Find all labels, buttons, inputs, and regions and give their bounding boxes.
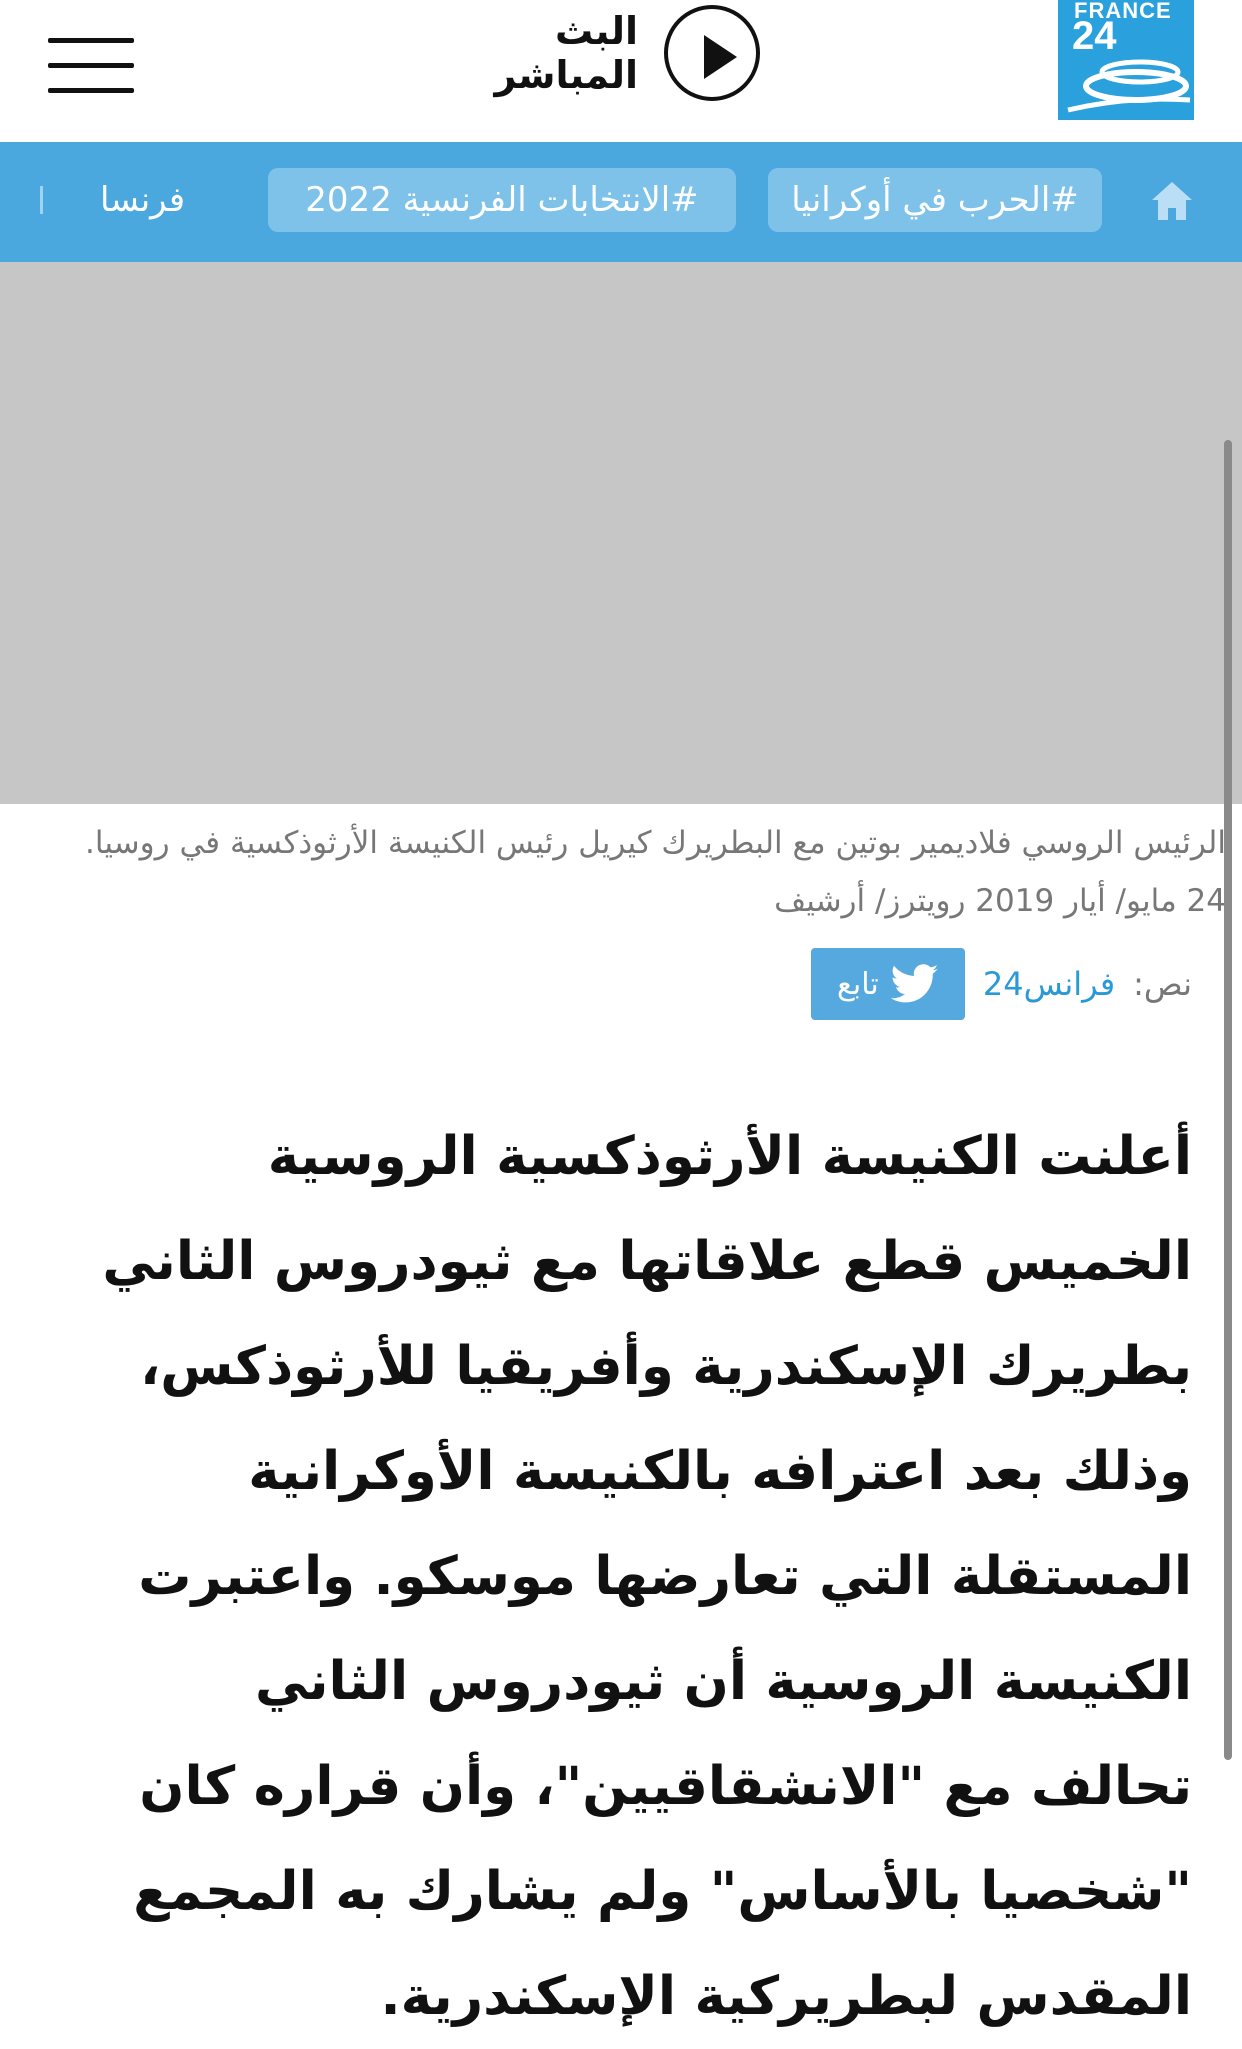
byline bbox=[811, 948, 1192, 1020]
article-image bbox=[0, 262, 1242, 804]
scrollbar[interactable] bbox=[1224, 440, 1232, 1760]
top-header bbox=[0, 0, 1242, 142]
menu-icon[interactable] bbox=[48, 36, 134, 94]
tag-france[interactable]: فرنسا bbox=[100, 180, 186, 220]
tag-bar bbox=[0, 142, 1242, 262]
byline-prefix: نص: bbox=[1133, 965, 1192, 1003]
article-lead-paragraph: أعلنت الكنيسة الأرثوذكسية الروسية الخميس قطع علاقاتها مع ثيودروس الثاني بطريرك الإسكندرية وأفريقيا للأرثوذكس، وذلك بعد اعترافه بالكنيسة الأوكرانية المستقلة التي تعارضها موسكو. واعتبرت الكنيسة الروسية أن ثيودروس الثاني تحالف مع "الانشقاقيين"، وأن قراره كان "شخصيا بالأساس" ولم يشارك به المجمع المقدس لبطريركية الإسكندرية. bbox=[102, 1126, 1192, 2027]
logo-swoosh-icon bbox=[1058, 0, 1194, 120]
image-caption: الرئيس الروسي فلاديمير بوتين مع البطريرك كيريل رئيس الكنيسة الأرثوذكسية في روسيا. 24 مايو/ أيار 2019 رويترز/ أرشيف bbox=[85, 825, 1226, 919]
follow-label: تابع bbox=[836, 966, 879, 1002]
twitter-follow-button[interactable] bbox=[811, 948, 965, 1020]
tag-french-elections[interactable]: #الانتخابات الفرنسية 2022 bbox=[268, 168, 736, 232]
tag-divider bbox=[40, 186, 43, 214]
tag-ukraine-war[interactable]: #الحرب في أوكرانيا bbox=[768, 168, 1102, 232]
play-icon bbox=[664, 5, 760, 101]
byline-author-link[interactable]: فرانس24 bbox=[982, 965, 1116, 1003]
france24-logo[interactable]: FRANCE 24 bbox=[1058, 0, 1194, 120]
live-label: البث المباشر bbox=[494, 8, 638, 97]
live-stream-button[interactable] bbox=[420, 0, 760, 105]
twitter-bird-icon bbox=[891, 964, 939, 1004]
home-icon[interactable] bbox=[1150, 178, 1194, 222]
